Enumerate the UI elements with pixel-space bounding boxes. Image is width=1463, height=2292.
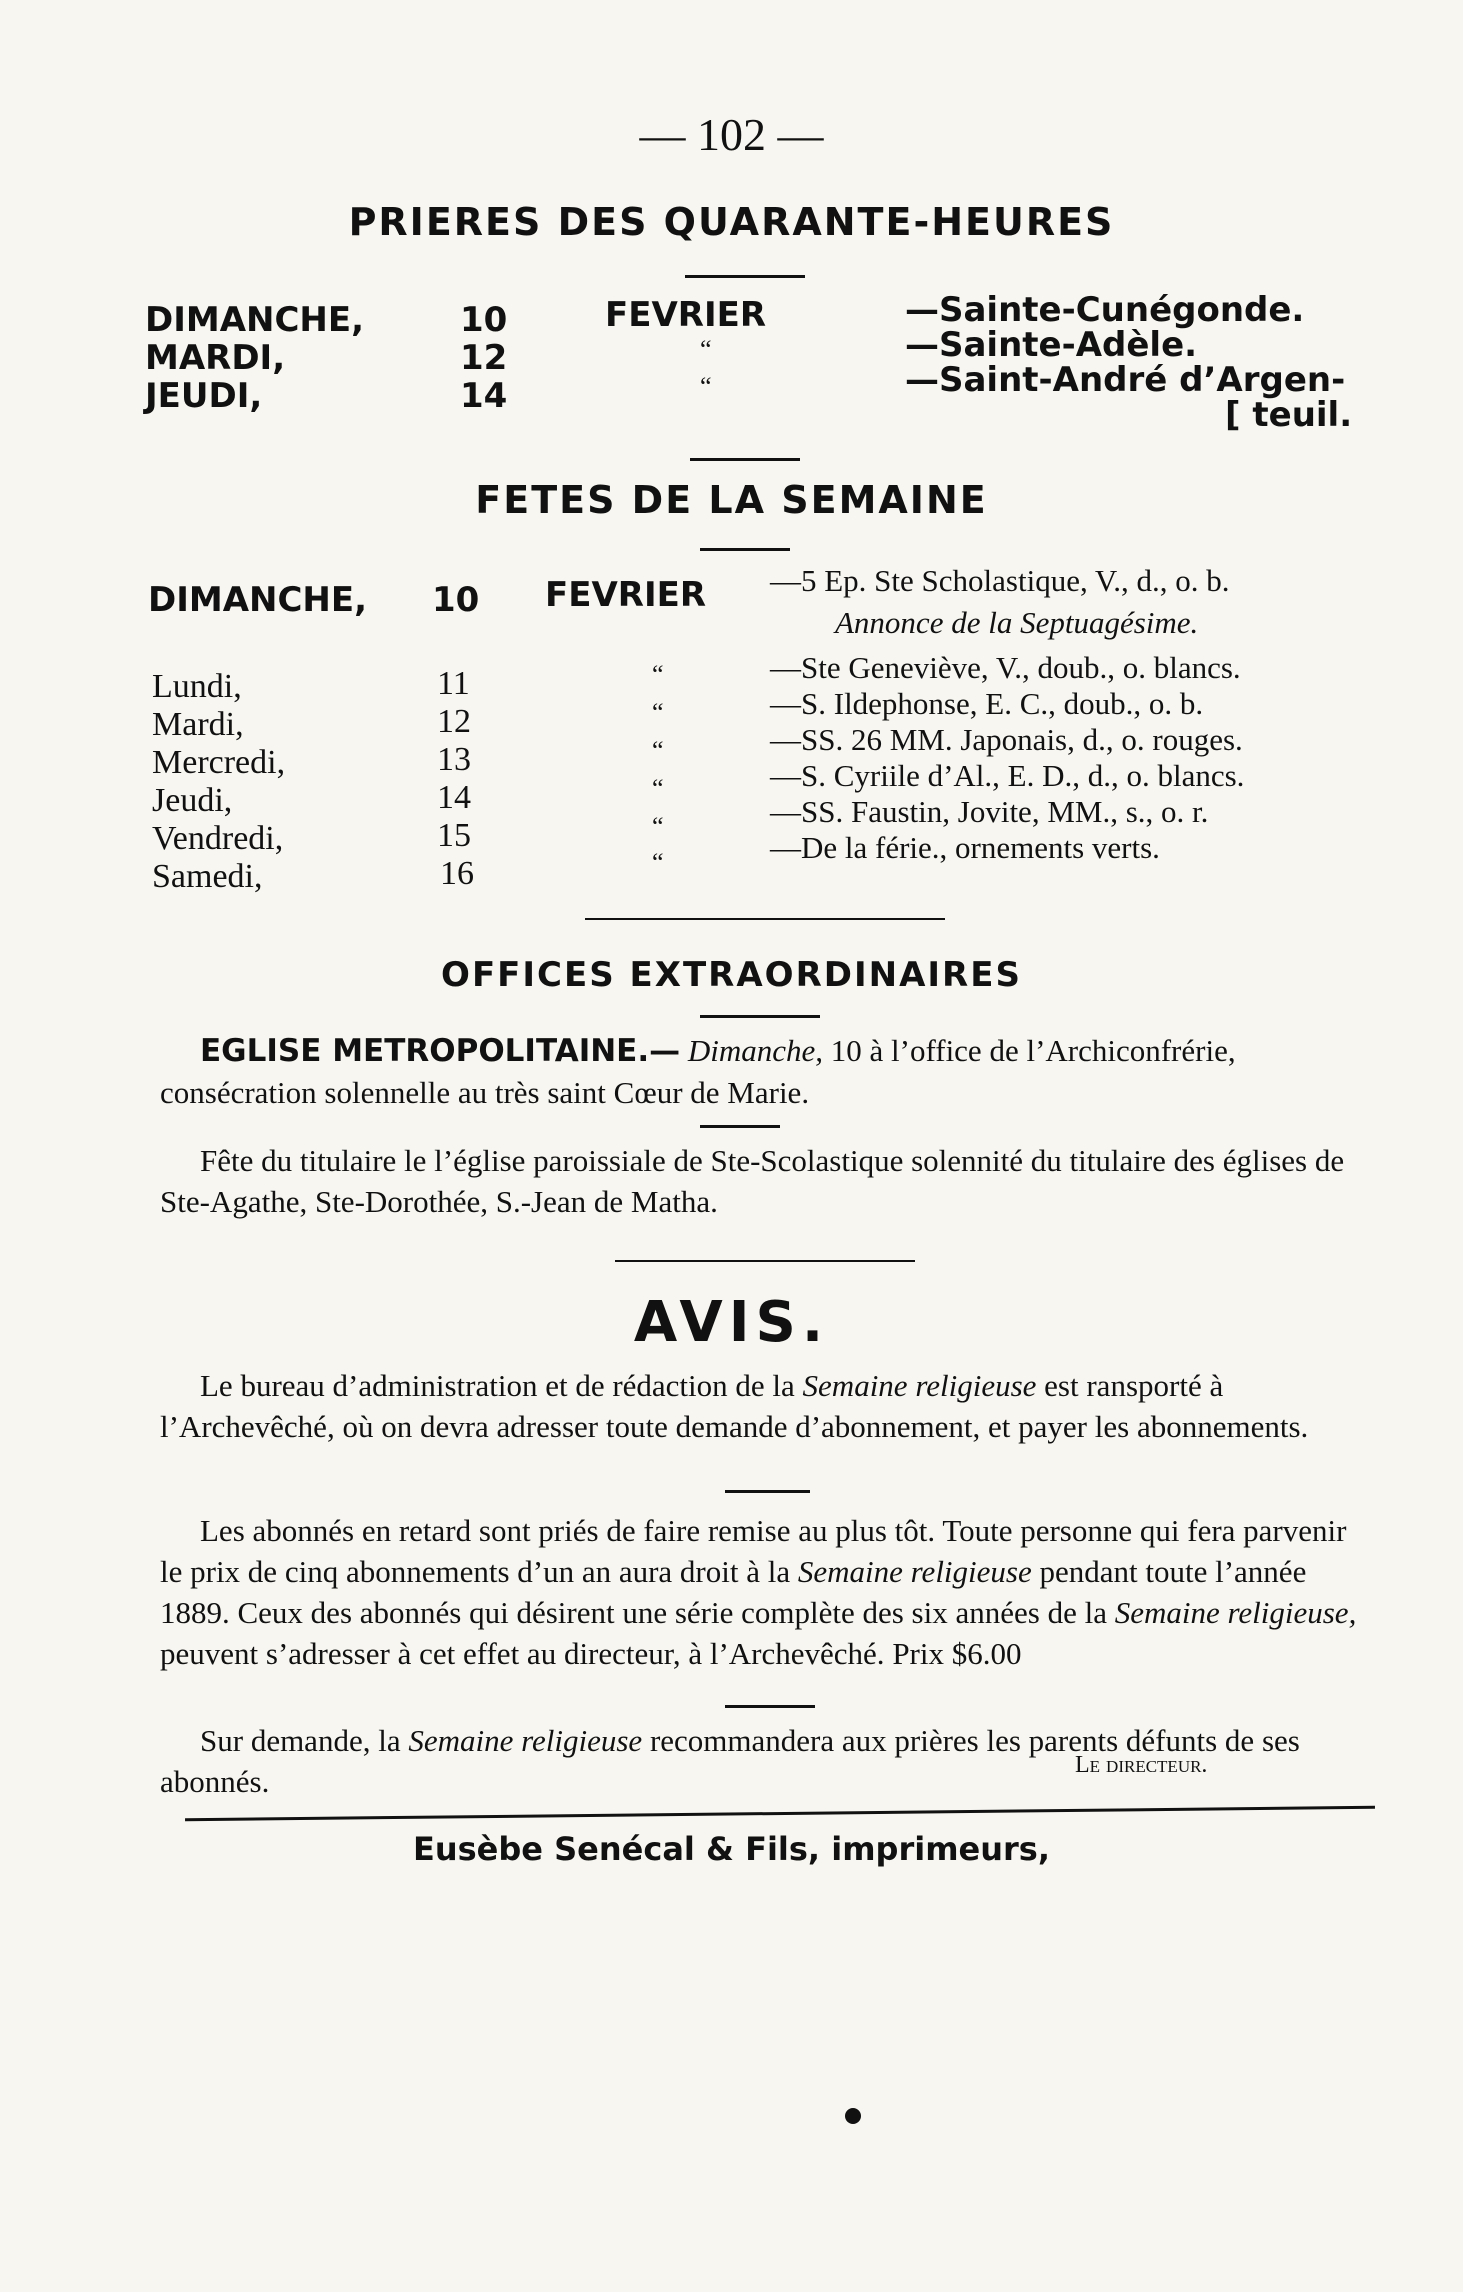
qh-saint-3: —Saint-André d’Argen- [905, 360, 1346, 400]
fetes-month: “ [652, 774, 664, 803]
fetes-num: 14 [437, 779, 471, 816]
section-title-avis: AVIS. [633, 1290, 830, 1355]
bottom-rule [185, 1806, 1375, 1821]
fetes-day-mardi: Mardi, [152, 706, 244, 743]
qh-saint-2: —Sainte-Adèle. [905, 325, 1198, 365]
section-title-quarante-heures: PRIERES DES QUARANTE-HEURES [348, 200, 1115, 244]
divider [725, 1490, 810, 1493]
fetes-num: 13 [437, 741, 471, 778]
qh-day-2: MARDI, [145, 338, 286, 378]
avis-paragraph-2 [160, 1510, 1370, 1674]
emphasis: Semaine religieuse, [1114, 1595, 1357, 1630]
avis-text: peuvent s’adresser à cet effet au directeur, à l’Archevêché. [160, 1636, 885, 1671]
avis-text: Les abonnés en retard sont priés de faire remise au plus tôt. Toute personne qui fera parvenir le prix de cinq abonnements d’un an aura droit à la [160, 1513, 1347, 1589]
qh-day-1: DIMANCHE, [145, 300, 365, 340]
fetes-first-day: DIMANCHE, [148, 580, 368, 620]
fetes-desc: —S. Ildephonse, E. C., doub., o. b. [770, 686, 1204, 721]
emphasis: Semaine religieuse [802, 1368, 1037, 1403]
fetes-month: “ [652, 812, 664, 841]
fetes-num: 15 [437, 817, 471, 854]
divider [685, 275, 805, 278]
divider [700, 1125, 780, 1128]
fetes-first-month: FEVRIER [545, 575, 707, 615]
fetes-first-num: 10 [432, 580, 480, 620]
divider [700, 548, 790, 551]
divider [690, 458, 800, 461]
qh-num-2: 12 [460, 338, 508, 378]
emphasis: Semaine religieuse [408, 1723, 643, 1758]
offices-text: 10 à l’office de l’Archiconfrérie, consécration solennelle au très saint Cœur de Marie. [160, 1033, 1236, 1110]
qh-saint-1: —Sainte-Cunégonde. [905, 290, 1305, 330]
avis-text: recommandera aux prières les parents défunts de ses abonnés. [160, 1723, 1300, 1799]
ink-mark [845, 2108, 861, 2124]
page-number: — 102 — [639, 109, 824, 160]
fetes-day-jeudi: Jeudi, [152, 782, 233, 819]
fetes-day-samedi: Samedi, [152, 858, 263, 895]
fetes-month: “ [652, 660, 664, 689]
section-title-offices: OFFICES EXTRAORDINAIRES [441, 955, 1022, 995]
fetes-num: 11 [437, 665, 470, 702]
avis-paragraph-1 [160, 1365, 1370, 1447]
fetes-num: 16 [440, 855, 474, 892]
divider [585, 918, 945, 920]
avis-text: Le bureau d’administration et de rédaction de la [200, 1368, 795, 1403]
qh-month-3: “ [700, 372, 712, 401]
fetes-desc: —De la férie., ornements verts. [770, 830, 1160, 865]
qh-num-3: 14 [460, 376, 508, 416]
avis-text: est ransporté à l’Archevêché, où on devra adresser toute demande d’abonnement, et payer les abonnements. [160, 1368, 1309, 1444]
fetes-desc: —SS. 26 MM. Japonais, d., o. rouges. [770, 722, 1243, 757]
fetes-first-desc: —5 Ep. Ste Scholastique, V., d., o. b. [770, 563, 1230, 598]
price: Prix $6.00 [892, 1636, 1022, 1671]
fetes-desc: —Ste Geneviève, V., doub., o. blancs. [770, 650, 1241, 685]
church-name: EGLISE METROPOLITAINE.— [200, 1033, 681, 1069]
fetes-desc: —SS. Faustin, Jovite, MM., s., o. r. [770, 794, 1209, 829]
fetes-day-vendredi: Vendredi, [152, 820, 284, 857]
divider [615, 1260, 915, 1262]
offices-text: Fête du titulaire le l’église paroissiale de Ste-Scolastique solennité du titulaire des églises de Ste-Agathe, Ste-Dorothée, S.-Jean de Matha. [160, 1143, 1345, 1219]
avis-text: pendant toute l’année 1889. Ceux des abonnés qui désirent une série complète des six années de la [160, 1554, 1307, 1630]
imprint: Eusèbe Senécal & Fils, imprimeurs, [412, 1830, 1050, 1868]
offices-paragraph-2 [160, 1140, 1370, 1222]
qh-month-1: FEVRIER [605, 295, 767, 335]
signature: Le directeur. [1075, 1752, 1208, 1778]
divider [725, 1705, 815, 1708]
offices-paragraph-1 [160, 1030, 1370, 1113]
section-title-fetes: FETES DE LA SEMAINE [475, 478, 988, 522]
emphasis: Dimanche, [687, 1033, 824, 1068]
emphasis: Semaine religieuse [797, 1554, 1032, 1589]
fetes-first-desc2: Annonce de la Septuagésime. [835, 605, 1199, 640]
fetes-month: “ [652, 698, 664, 727]
fetes-desc: —S. Cyriile d’Al., E. D., d., o. blancs. [770, 758, 1245, 793]
divider [700, 1015, 820, 1018]
fetes-day-lundi: Lundi, [152, 668, 242, 705]
fetes-day-mercredi: Mercredi, [152, 744, 286, 781]
qh-num-1: 10 [460, 300, 508, 340]
fetes-month: “ [652, 736, 664, 765]
qh-continuation: [ teuil. [1225, 395, 1353, 435]
avis-text: Sur demande, la [200, 1723, 401, 1758]
qh-month-2: “ [700, 335, 712, 364]
qh-day-3: JEUDI, [145, 376, 263, 416]
fetes-month: “ [652, 848, 664, 877]
fetes-num: 12 [437, 703, 471, 740]
